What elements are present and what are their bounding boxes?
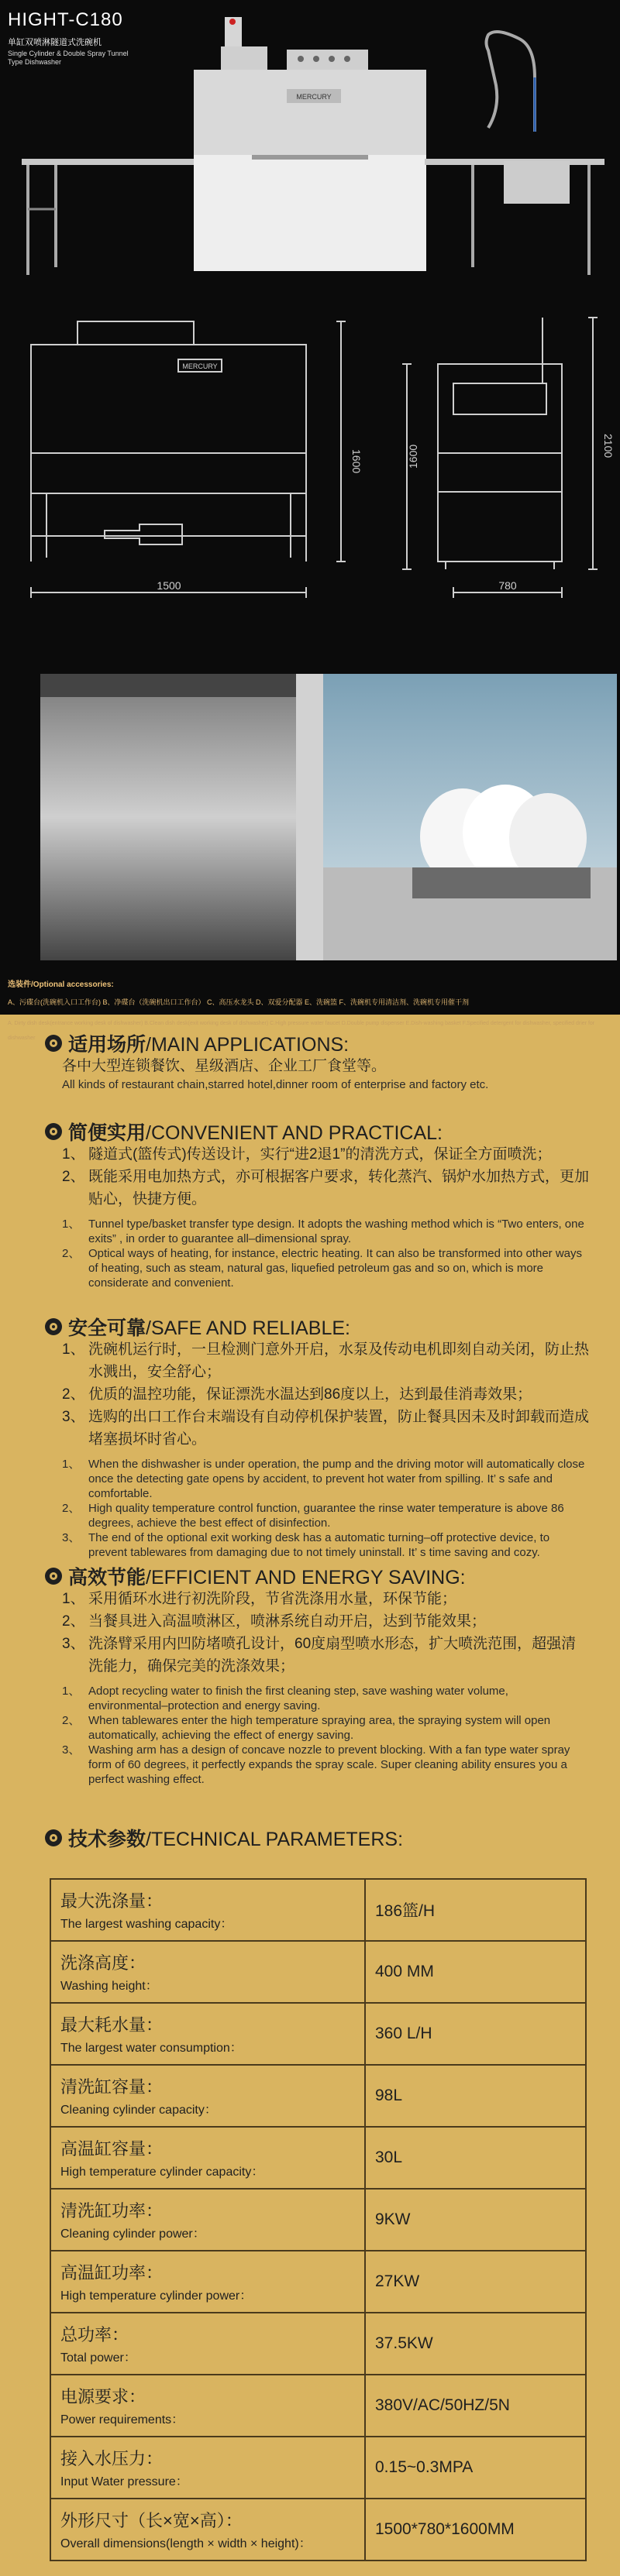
table-row [50, 2127, 586, 2189]
table-row [50, 2251, 586, 2313]
front-height-label: 1600 [350, 449, 363, 474]
table-row [50, 1879, 586, 1941]
param-name: 最大洗涤量： The largest washing capacity： [50, 1879, 365, 1941]
table-row [50, 2313, 586, 2375]
section-bullet-icon [45, 1568, 62, 1585]
param-value: 360 L/H [365, 2003, 586, 2065]
product-hero [0, 0, 620, 1041]
section-technical: 技术参数/TECHNICAL PARAMETERS: [0, 1826, 620, 1850]
side-height-label: 1600 [407, 444, 419, 469]
optional-accessories: 选装件/Optional accessories: A、污碟台(洗碗机入口工作台) B、净碟台（洗碗机出口工作台） C、高压水龙头 D、双爱分配器 E、洗碗篮 F、洗碗机专用清洁剂、洗碗机专用催干剂 A. Dirty dish desk(entrance working desk of dishwasher) B.Clean dish desk(exit working desk of dishwasher) C.High pressure water faucet D.Double pump dispenser E.Dish-washing basket F.Specified detergent for dishwasher, specified drier for dishwasher [8, 981, 595, 1041]
param-name: 外形尺寸（长×宽×高）： Overall dimensions(length × width × height)： [50, 2499, 365, 2561]
param-value: 30L [365, 2127, 586, 2189]
param-value: 380V/AC/50HZ/5N [365, 2375, 586, 2437]
section-bullet-icon [45, 1829, 62, 1846]
param-value: 0.15~0.3MPA [365, 2437, 586, 2499]
table-row [50, 2003, 586, 2065]
model-title: HIGHT-C180 [8, 9, 123, 30]
param-name: 高温缸功率： High temperature cylinder power： [50, 2251, 365, 2313]
section-bullet-icon [45, 1035, 62, 1052]
section-safe: 安全可靠/SAFE AND RELIABLE: 1、 洗碗机运行时，一旦检测门意外开启，水泵及传动电机即刻自动关闭，防止热水溅出，安全舒心； 2、 优质的温控功能，保证漂洗水温达到86度以上，达到最佳消毒效果； 3、 选购的出口工作台末端设有自动停机保护装置，防止餐具因未及时卸载而造成堵塞损坏时省心。 1、 When the dishwasher is under operation, the pump and the driving motor will automatically close once the detecting gate opens by accident, to prevent hot water from spilling. It’ s safe and comfortable. 2、 High quality temperature control function, guarantee the rinse water temperature is above 86 degrees, achieve the best effect of disinfection. 3、 The end of the optional exit working desk has a automatic turning–off protective device, to prevent tablewares from damaging due to not timely uninstall. It’ s time saving and cozy. [0, 1315, 620, 1560]
section-applications: 适用场所/MAIN APPLICATIONS: 各中大型连锁餐饮、星级酒店、企业工厂食堂等。 All kinds of restaurant chain,starred hotel,dinner room of enterprise and factory etc. [0, 1032, 620, 1092]
interior-photos [40, 674, 617, 960]
param-value: 27KW [365, 2251, 586, 2313]
subtitle-cn: 单缸双喷淋隧道式洗碗机 [8, 38, 102, 47]
param-value: 400 MM [365, 1941, 586, 2003]
param-value: 37.5KW [365, 2313, 586, 2375]
table-row [50, 2437, 586, 2499]
param-value: 1500*780*1600MM [365, 2499, 586, 2561]
section-efficient: 高效节能/EFFICIENT AND ENERGY SAVING: 1、 采用循环水进行初洗阶段，节省洗涤用水量，环保节能； 2、 当餐具进入高温喷淋区，喷淋系统自动开启，达到节能效果； 3、 洗涤臂采用内凹防堵喷孔设计，60度扇型喷水形态，扩大喷洗范围，超强清洗能力，确保完美的洗涤效果； 1、 Adopt recycling water to finish the first cleaning step, save washing water volume, environmental–protection and energy saving. 2、 When tablewares enter the high temperature spraying area, the spraying system will open automatically, achieving the effect of energy saving. 3、 Washing arm has a design of concave nozzle to prevent blocking. With a fan type water spray form of 60 degrees, it perfectly expands the spray scale. Super cleaning ability ensures you a perfect washing effect. [0, 1564, 620, 1787]
param-value: 186篮/H [365, 1879, 586, 1941]
table-row [50, 2189, 586, 2251]
table-row [50, 2065, 586, 2127]
param-value: 9KW [365, 2189, 586, 2251]
dimension-drawings [0, 294, 620, 674]
front-width-label: 1500 [157, 579, 181, 592]
table-row [50, 2499, 586, 2561]
table-row [50, 1941, 586, 2003]
drawing-brand-label: MERCURY [182, 362, 218, 370]
param-name: 清洗缸容量： Cleaning cylinder capacity： [50, 2065, 365, 2127]
param-name: 电源要求： Power requirements： [50, 2375, 365, 2437]
brand-label: MERCURY [296, 93, 332, 101]
param-name: 高温缸容量： High temperature cylinder capacity： [50, 2127, 365, 2189]
section-bullet-icon [45, 1318, 62, 1335]
param-name: 洗涤高度： Washing height： [50, 1941, 365, 2003]
subtitle-en: Single Cylinder & Double Spray Tunnel Type Dishwasher [8, 50, 129, 66]
param-name: 清洗缸功率： Cleaning cylinder power： [50, 2189, 365, 2251]
param-value: 98L [365, 2065, 586, 2127]
param-name: 最大耗水量： The largest water consumption： [50, 2003, 365, 2065]
section-convenient: 简便实用/CONVENIENT AND PRACTICAL: 1、 隧道式(篮传式)传送设计，实行“进2退1”的清洗方式，保证全方面喷洗； 2、 既能采用电加热方式，亦可根据客户要求，转化蒸汽、锅炉水加热方式，更加贴心，快捷方便。 1、 Tunnel type/basket transfer type design. It adopts the washing method which is “Two enters, one exits” , in order to guarantee all–dimensional spray. 2、 Optical ways of heating, for instance, electric heating. It can also be transformed into other ways of heating, such as steam, natural gas, liquefied petroleum gas and so on, which is more considerate and convenient. [0, 1120, 620, 1290]
param-name: 接入水压力： Input Water pressure： [50, 2437, 365, 2499]
param-name: 总功率： Total power： [50, 2313, 365, 2375]
section-bullet-icon [45, 1123, 62, 1140]
product-photo [0, 0, 620, 294]
side-total-height-label: 2100 [602, 434, 615, 459]
parameters-table [50, 1878, 587, 2561]
table-row [50, 2375, 586, 2437]
side-width-label: 780 [498, 579, 517, 592]
